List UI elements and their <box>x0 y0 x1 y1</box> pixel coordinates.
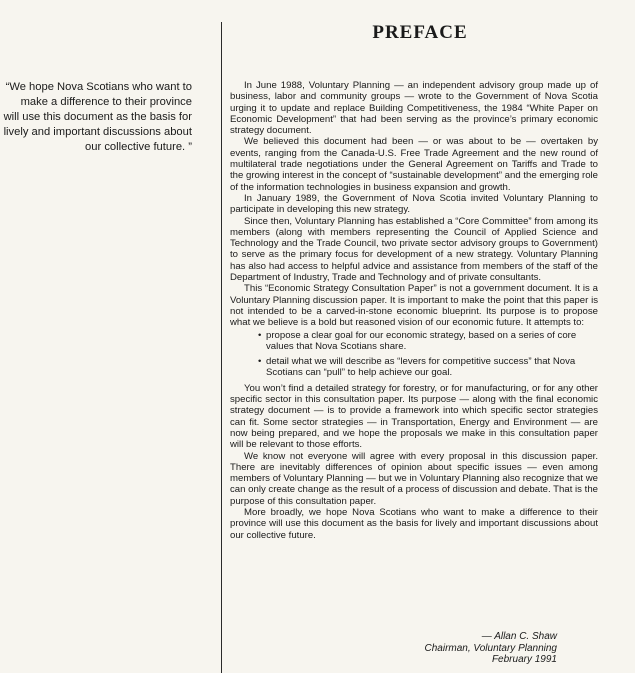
vertical-divider <box>221 22 222 673</box>
paragraph: Since then, Voluntary Planning has established a “Core Committee” from among its members (along with members representing the Council of Applied Science and Technology and the Trade Council, two private sector advisory groups to Government) to serve as the primary focus for development of a new strategy. Voluntary Planning has also had access to helpful advice and assistance from members of the staff of the Department of Industry, Trade and Technology and of private consultants. <box>230 215 598 284</box>
bullet-icon: • <box>258 329 262 341</box>
paragraph: This “Economic Strategy Consultation Paper” is not a government document. It is a Voluntary Planning discussion paper. It is important to make the point that this paper is not intended to be a carved-in-stone economic blueprint. Its purpose is to propose what we believe is a bold but reasoned vision of our economic future. It attempts to: <box>230 283 598 329</box>
bullet-item <box>258 356 598 379</box>
signature-date: February 1991 <box>491 654 557 665</box>
page-title: PREFACE <box>372 22 468 43</box>
bullet-text: propose a clear goal for our economic strategy, based on a series of core values that Nova Scotians share. <box>266 329 577 352</box>
paragraph: More broadly, we hope Nova Scotians who want to make a difference to their province will use this document as the basis for lively and important discussions about our collective future. <box>230 506 598 541</box>
bullet-item <box>258 329 598 353</box>
signature-name: — Allan C. Shaw <box>481 631 557 642</box>
paragraph: We know not everyone will agree with every proposal in this discussion paper. There are inevitably differences of opinion about specific issues — even among members of Voluntary Planning — but we in Voluntary Planning also recognize that we can only create change as the result of a process of discussion and debate. That is the purpose of this consultation paper. <box>230 450 598 507</box>
paragraph: You won’t find a detailed strategy for forestry, or for manufacturing, or for any other specific sector in this consultation paper. Its purpose — along with the final economic strategy document — is to provide a framework into which specific sector strategies can fit. Some sector strategies — in Transportation, Energy and Environment — are now being prepared, and we hope the proposals we make in this consultation paper will be relevant to those efforts. <box>230 382 598 451</box>
signature-block <box>425 631 557 666</box>
bullet-list <box>230 330 598 379</box>
pull-quote: “We hope Nova Scotians who want to make a difference to their province will use this document as the basis for lively and important discussions about our collective future. ” <box>3 81 192 153</box>
paragraph: In June 1988, Voluntary Planning — an independent advisory group made up of business, labor and community groups — wrote to the Government of Nova Scotia urging it to update and replace Building Competitiveness, the 1984 “White Paper on Economic Development” that had been serving as the province’s primary economic strategy document. <box>230 80 598 137</box>
paragraph: We believed this document had been — or was about to be — overtaken by events, ranging from the Canada-U.S. Free Trade Agreement and the new round of multilateral trade negotiations under the General Agreement on Tariffs and Trade to the growing interest in the concept of “sustainable development” and the emerging role of the information technologies in business expansion and growth. <box>230 136 598 193</box>
bullet-text: detail what we will describe as “levers for competitive success” that Nova Scotians can “pull” to help achieve our goal. <box>266 356 576 379</box>
signature-role: Chairman, Voluntary Planning <box>424 642 557 654</box>
preface-body <box>230 80 598 541</box>
paragraph: In January 1989, the Government of Nova Scotia invited Voluntary Planning to participate in developing this new strategy. <box>230 192 598 216</box>
bullet-icon: • <box>258 356 262 368</box>
